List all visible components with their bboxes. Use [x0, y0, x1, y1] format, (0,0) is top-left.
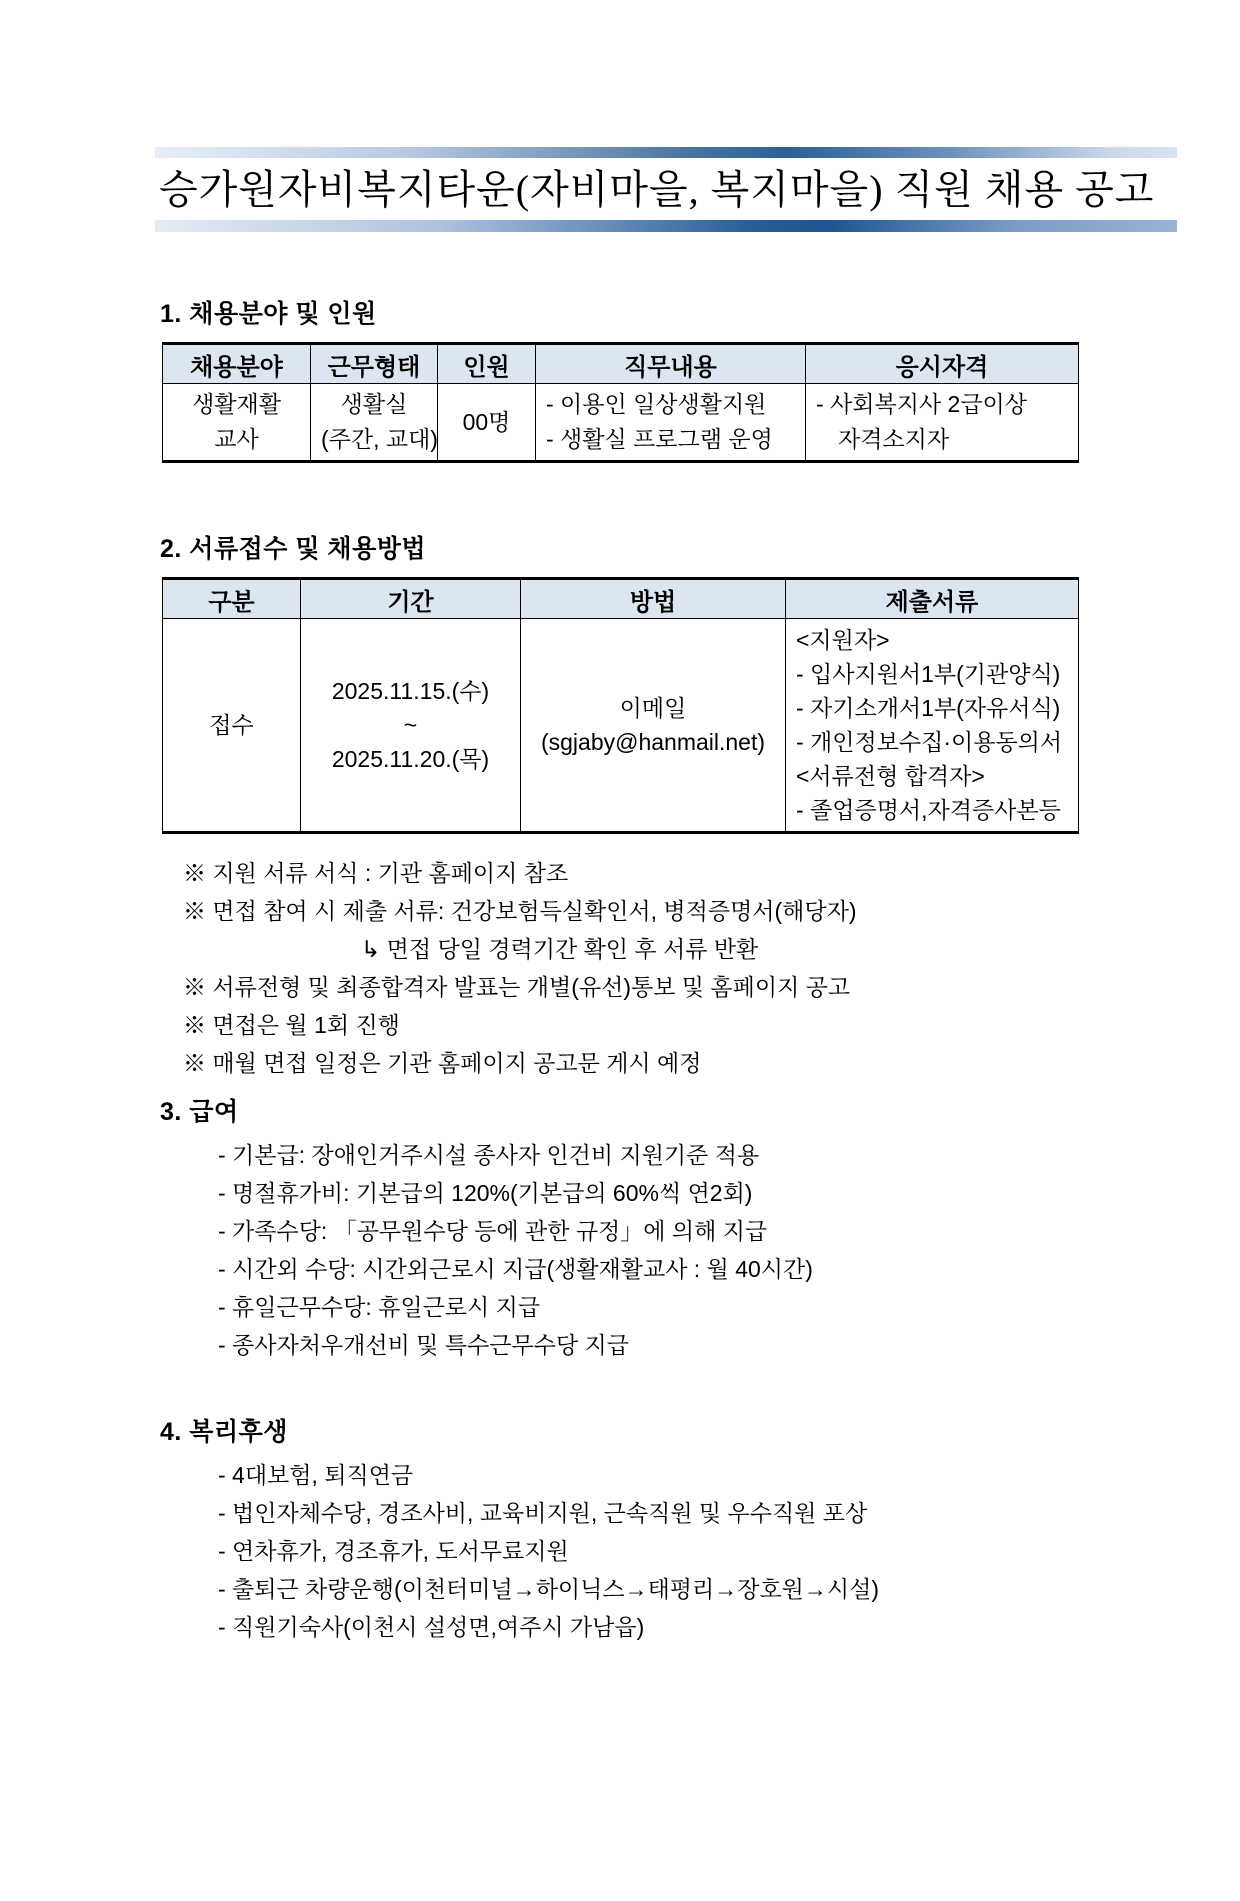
cell-period — [301, 619, 521, 833]
column-header-work-type: 근무형태 — [311, 344, 438, 384]
cell-category — [163, 619, 301, 833]
cell-line: - 졸업증명서,자격증사본등 — [796, 797, 1061, 823]
title-banner — [155, 147, 1177, 232]
list-item: - 휴일근무수당: 휴일근로시 지급 — [218, 1294, 541, 1320]
title-bottom-gradient-bar — [155, 220, 1177, 232]
cell-headcount — [438, 384, 536, 462]
list-item: - 연차휴가, 경조휴가, 도서무료지원 — [218, 1538, 569, 1564]
cell-line: - 입사지원서1부(기관양식) — [796, 661, 1061, 687]
application-table-row — [163, 619, 1079, 833]
list-item: - 법인자체수당, 경조사비, 교육비지원, 근속직원 및 우수직원 포상 — [218, 1500, 868, 1526]
list-item: - 시간외 수당: 시간외근로시 지급(생활재활교사 : 월 40시간) — [218, 1256, 813, 1282]
list-item: - 종사자처우개선비 및 특수근무수당 지급 — [218, 1332, 629, 1358]
section2-heading: 2. 서류접수 및 채용방법 — [160, 535, 427, 563]
cell-line: - 개인정보수집·이용동의서 — [796, 729, 1063, 755]
salary-list — [218, 1136, 1240, 1364]
list-item: - 명절휴가비: 기본급의 120%(기본급의 60%씩 연2회) — [218, 1180, 753, 1206]
cell-line: ~ — [403, 712, 418, 738]
cell-line: (주간, 교대) — [321, 426, 438, 452]
application-table-header-row — [163, 579, 1079, 619]
cell-line: 이메일 — [619, 695, 687, 721]
cell-line: 접수 — [209, 712, 254, 738]
recruitment-table-header-row — [163, 344, 1079, 384]
column-header-qualification: 응시자격 — [806, 344, 1079, 384]
note-line: ↳ 면접 당일 경력기간 확인 후 서류 반환 — [361, 936, 759, 962]
list-item: - 기본급: 장애인거주시설 종사자 인건비 지원기준 적용 — [218, 1142, 760, 1168]
note-line: ※ 면접 참여 시 제출 서류: 건강보험득실확인서, 병적증명서(해당자) — [183, 898, 857, 924]
column-header-duties: 직무내용 — [536, 344, 806, 384]
column-header-method: 방법 — [521, 579, 786, 619]
cell-documents — [786, 619, 1079, 833]
section-application — [0, 529, 1240, 1082]
application-table — [162, 577, 1079, 834]
note-line: ※ 서류전형 및 최종합격자 발표는 개별(유선)통보 및 홈페이지 공고 — [183, 974, 851, 1000]
cell-line: 자격소지자 — [838, 426, 950, 452]
cell-line: - 생활실 프로그램 운영 — [546, 426, 773, 452]
cell-line: 00명 — [462, 408, 511, 435]
column-header-category: 구분 — [163, 579, 301, 619]
section-recruitment — [0, 294, 1240, 463]
cell-field — [163, 384, 311, 462]
document-title: 승가원자비복지타운(자비마을, 복지마을) 직원 채용 공고 — [159, 167, 1155, 212]
note-line: ※ 면접은 월 1회 진행 — [183, 1012, 400, 1038]
section-salary — [0, 1092, 1240, 1364]
application-notes — [183, 854, 1240, 1082]
list-item: - 출퇴근 차량운행(이천터미널→하이닉스→태평리→장호원→시설) — [218, 1576, 879, 1602]
section1-heading: 1. 채용분야 및 인원 — [160, 300, 377, 328]
cell-method — [521, 619, 786, 833]
welfare-list — [218, 1456, 1240, 1646]
cell-qualification — [806, 384, 1079, 462]
cell-line: <서류전형 합격자> — [796, 763, 985, 789]
list-item: - 직원기숙사(이천시 설성면,여주시 가남읍) — [218, 1614, 645, 1640]
section3-heading: 3. 급여 — [160, 1098, 239, 1126]
cell-line: 2025.11.15.(수) — [331, 678, 490, 704]
recruitment-table-row — [163, 384, 1079, 462]
list-item: - 4대보험, 퇴직연금 — [218, 1462, 414, 1488]
section4-heading: 4. 복리후생 — [160, 1418, 288, 1446]
title-top-gradient-bar — [155, 147, 1177, 158]
note-line: ※ 지원 서류 서식 : 기관 홈페이지 참조 — [183, 860, 569, 886]
cell-line: - 이용인 일상생활지원 — [546, 391, 767, 417]
column-header-period: 기간 — [301, 579, 521, 619]
cell-line: 2025.11.20.(목) — [331, 746, 490, 772]
cell-work-type — [311, 384, 438, 462]
note-line: ※ 매월 면접 일정은 기관 홈페이지 공고문 게시 예정 — [183, 1050, 702, 1076]
cell-duties — [536, 384, 806, 462]
cell-line: - 자기소개서1부(자유서식) — [796, 695, 1061, 721]
cell-line: <지원자> — [796, 627, 890, 653]
cell-line: 생활재활 — [192, 391, 281, 417]
cell-line: - 사회복지사 2급이상 — [816, 391, 1027, 417]
section-welfare — [0, 1412, 1240, 1646]
column-header-headcount: 인원 — [438, 344, 536, 384]
cell-line: 교사 — [214, 426, 259, 452]
column-header-documents: 제출서류 — [786, 579, 1079, 619]
document-page — [0, 147, 1240, 1901]
cell-line: (sgjaby@hanmail.net) — [540, 729, 766, 755]
column-header-field: 채용분야 — [163, 344, 311, 384]
list-item: - 가족수당: 「공무원수당 등에 관한 규정」에 의해 지급 — [218, 1218, 768, 1244]
recruitment-table — [162, 342, 1079, 463]
cell-line: 생활실 — [340, 391, 408, 417]
